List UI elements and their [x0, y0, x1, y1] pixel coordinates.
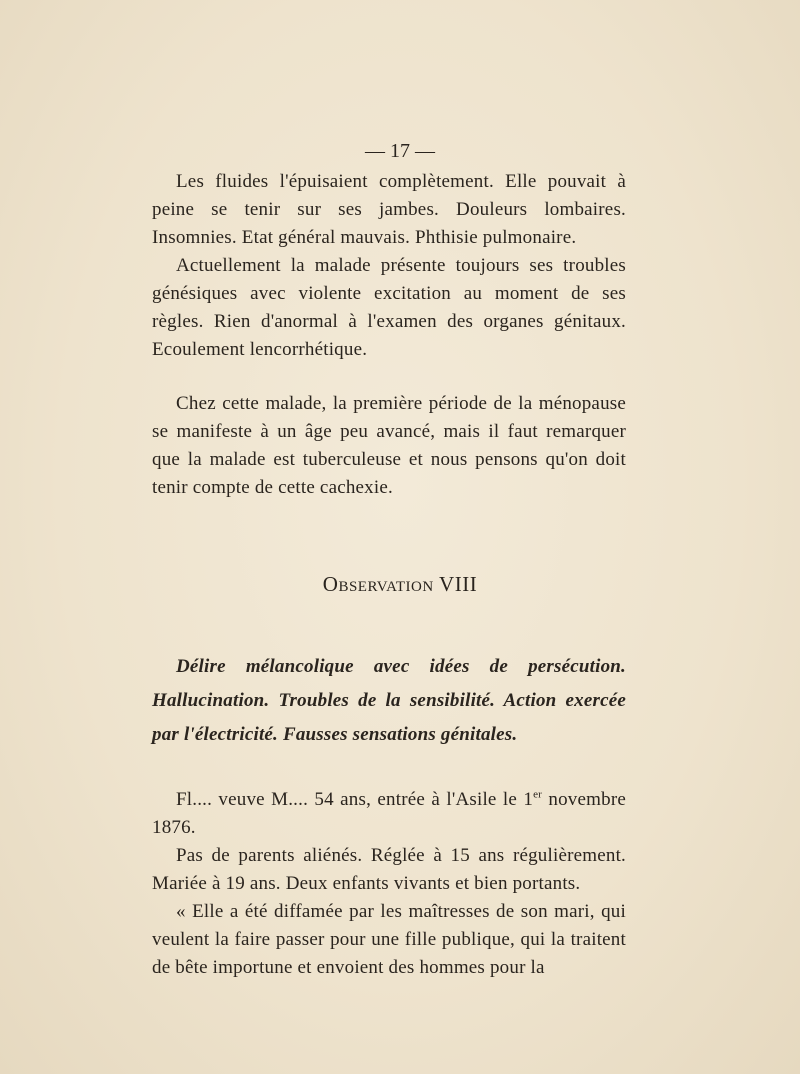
paragraph-parents: Pas de parents aliénés. Réglée à 15 ans régulièrement. Mariée à 19 ans. Deux enfants vivants et bien portants.	[152, 845, 626, 894]
case-description	[152, 786, 626, 982]
paragraph-fluides: Les fluides l'épuisaient complètement. Elle pouvait à peine se tenir sur ses jambes. Douleurs lombaires. Insomnies. Etat général mauvais. Phthisie pulmonaire.	[152, 171, 626, 248]
paragraph-chez-cette-malade: Chez cette malade, la première période de la ménopause se manifeste à un âge peu avancé, mais il faut remarquer que la malade est tuberculeuse et nous pensons qu'on doit tenir compte de cette cachexie.	[152, 393, 626, 498]
paragraph-actuellement: Actuellement la malade présente toujours ses troubles génésiques avec violente excitation au moment de ses règles. Rien d'anormal à l'examen des organes génitaux. Ecoulement lencorrhétique.	[152, 255, 626, 360]
observation-heading: Observation VIII	[322, 572, 478, 596]
case-intro-superscript: er	[533, 788, 543, 801]
opening-paragraphs	[152, 168, 626, 364]
page-number: — 17 —	[365, 140, 435, 162]
observation-subtitle-block	[152, 650, 626, 752]
case-intro-text: Fl.... veuve M.... 54 ans, entrée à l'Asile le 1	[176, 789, 534, 810]
case-intro-end: novembre 1876.	[152, 789, 626, 838]
paragraph-quote: « Elle a été diffamée par les maîtresses de son mari, qui veulent la faire passer pour une fille publique, qui la traitent de bête importune et envoient des hommes pour la	[152, 901, 626, 978]
paragraph-case-intro	[152, 786, 626, 842]
commentary-section	[152, 390, 626, 502]
observation-subtitle: Délire mélancolique avec idées de persécution. Hallucination. Troubles de la sensibilité. Action exercée par l'électricité. Fausses sensations génitales.	[152, 656, 626, 745]
